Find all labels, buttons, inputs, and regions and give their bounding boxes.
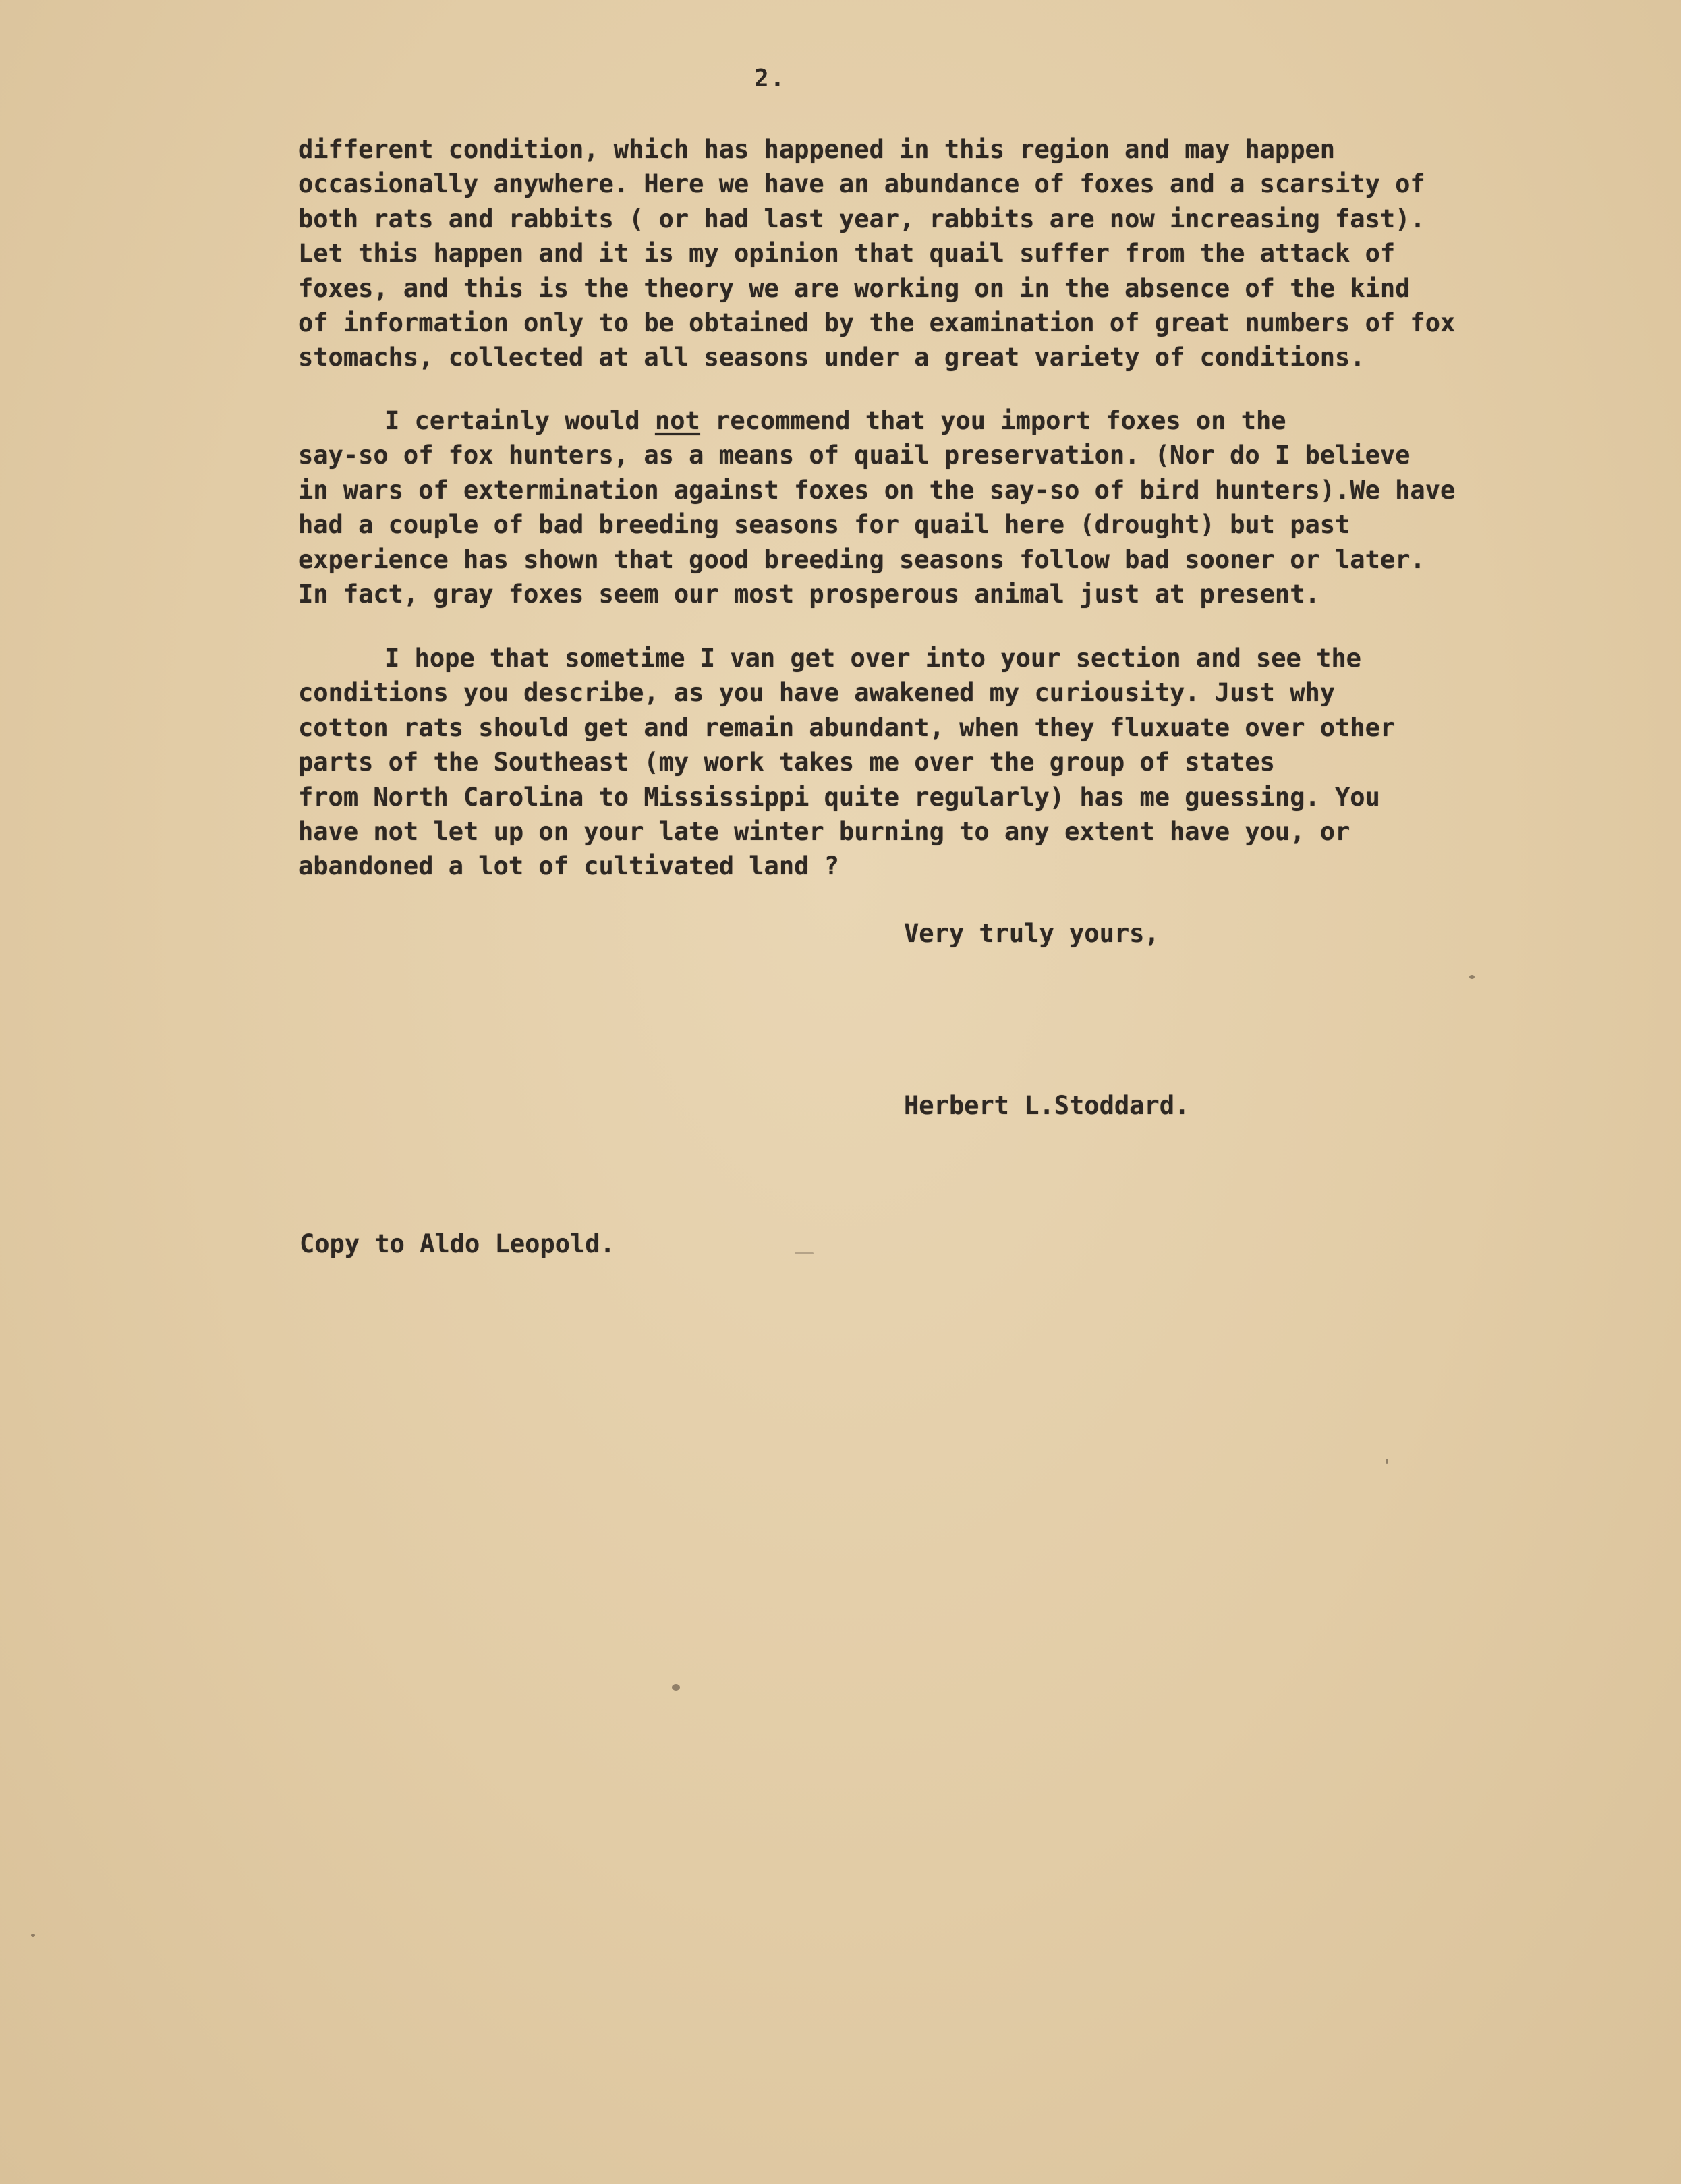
paragraph-line: conditions you describe, as you have awakened my curiousity. Just why [298, 678, 1336, 708]
emphasized-word: not [654, 406, 700, 435]
paragraph-line: parts of the Southeast (my work takes me over the group of states [298, 748, 1275, 777]
paragraph-line: say-so of fox hunters, as a means of quail preservation. (Nor do I believe [298, 441, 1411, 470]
page-number: 2. [754, 65, 787, 92]
paragraph-line: occasionally anywhere. Here we have an abundance of foxes and a scarsity of [298, 169, 1425, 199]
paragraph-line: Let this happen and it is my opinion that quail suffer from the attack of [298, 239, 1396, 269]
paragraph-line: from North Carolina to Mississippi quite regularly) has me guessing. You [298, 782, 1380, 812]
paragraph-line: experience has shown that good breeding seasons follow bad sooner or later. [298, 544, 1425, 574]
paragraph-first-line [298, 403, 1600, 438]
paragraph-line: of information only to be obtained by the examination of great numbers of fox [298, 308, 1456, 337]
paragraph-3 [298, 641, 1600, 884]
paragraph-first-line: I hope that sometime I van get over into your section and see the [384, 644, 1361, 673]
copy-note: Copy to Aldo Leopold. [300, 1229, 615, 1258]
paragraph-2 [298, 403, 1600, 611]
signature: Herbert L.Stoddard. [904, 1091, 1190, 1120]
paragraph-line: In fact, gray foxes seem our most prosperous animal just at present. [298, 579, 1320, 609]
paragraph-line: had a couple of bad breeding seasons for quail here (drought) but past [298, 510, 1350, 540]
paper-speck [1469, 975, 1475, 979]
first-line-after: recommend that you import foxes on the [700, 406, 1286, 435]
paragraph-line: in wars of extermination against foxes on the say-so of bird hunters).We have [298, 475, 1456, 505]
paragraph-line: different condition, which has happened in this region and may happen [298, 135, 1336, 164]
paragraph-line: have not let up on your late winter burning to any extent have you, or [298, 816, 1350, 846]
paper-speck [31, 1934, 35, 1937]
paper-speck [1386, 1459, 1388, 1464]
paragraph-1 [298, 132, 1600, 375]
paragraph-line: abandoned a lot of cultivated land ? [298, 851, 839, 881]
first-line-before: I certainly would [384, 406, 655, 435]
closing: Very truly yours, [904, 919, 1160, 948]
paragraph-line: cotton rats should get and remain abundant, when they fluxuate over other [298, 712, 1396, 742]
paragraph-line: foxes, and this is the theory we are working on in the absence of the kind [298, 273, 1411, 303]
paper-speck [795, 1252, 814, 1254]
paper-speck [672, 1684, 680, 1691]
paragraph-line: both rats and rabbits ( or had last year, rabbits are now increasing fast). [298, 204, 1425, 233]
paragraph-line: stomachs, collected at all seasons under a great variety of conditions. [298, 343, 1365, 372]
